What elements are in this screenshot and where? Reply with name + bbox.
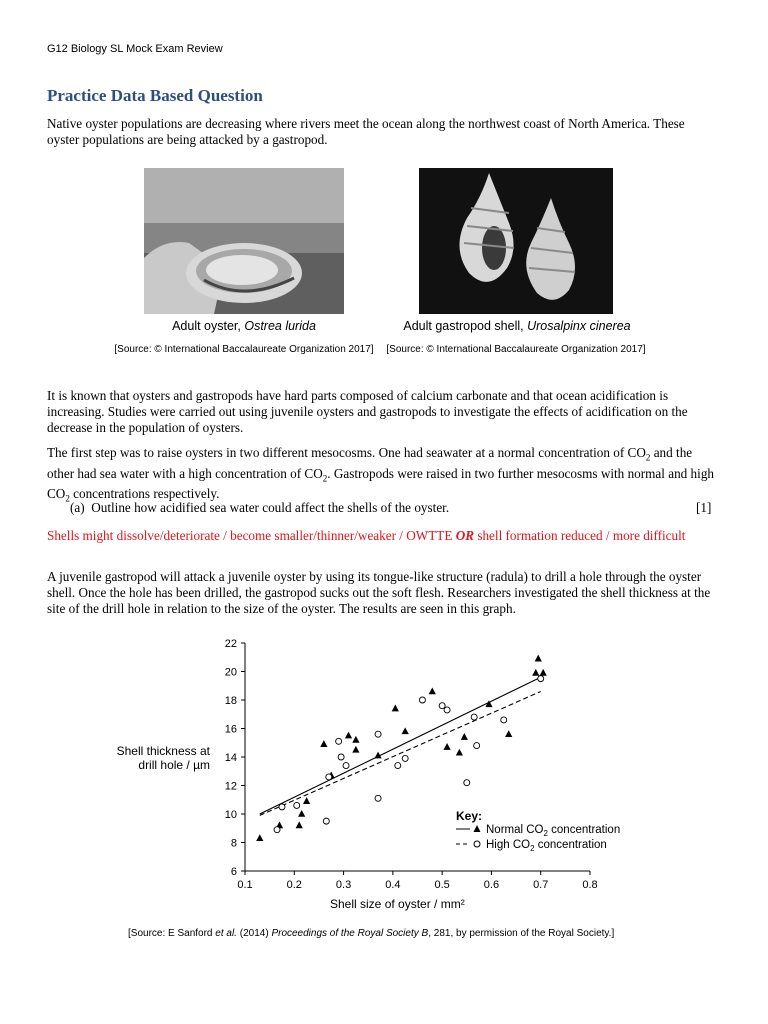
high-co2-point [474, 743, 480, 749]
normal-co2-point [429, 687, 436, 694]
page-title: Practice Data Based Question [47, 86, 263, 105]
gastropod-source: [Source: © International Baccalaureate Organization 2017] [386, 344, 646, 355]
y-tick-label: 12 [224, 780, 237, 793]
gastropod-caption: Adult gastropod shell, Urosalpinx cinerea [403, 319, 631, 333]
high-co2-point [338, 754, 344, 760]
high-co2-point [336, 738, 342, 744]
normal-co2-point [532, 669, 539, 676]
high-co2-point [294, 802, 300, 808]
oyster-caption: Adult oyster, Ostrea lurida [172, 319, 316, 333]
key-triangle-marker [474, 825, 481, 832]
x-tick-label: 0.5 [434, 879, 450, 891]
question-marks: [1] [696, 500, 712, 515]
normal-co2-point [535, 655, 542, 662]
x-tick-label: 0.6 [483, 879, 500, 891]
high-co2-point [439, 703, 445, 709]
normal-co2-point [256, 834, 263, 841]
normal-co2-point [352, 736, 359, 743]
y-tick-label: 18 [224, 695, 237, 707]
high-co2-point [464, 780, 470, 786]
key-label: High $CO_2$ concentration [486, 839, 607, 853]
high-co2-point [375, 795, 381, 801]
key-label: Normal $CO_2$ concentration [486, 824, 621, 838]
high-co2-point [501, 717, 507, 723]
normal-co2-point [298, 810, 305, 817]
x-tick-label: 0.4 [385, 879, 401, 891]
graph-source: [Source: E Sanford et al. (2014) Proceedings of the Royal Society B, 281, by permission of the Royal Society.] [128, 928, 615, 939]
x-axis-label: Shell size of oyster / mm² [330, 897, 465, 911]
y-tick-label: 16 [224, 723, 237, 736]
normal-co2-point [345, 732, 352, 739]
high-co2-point [395, 763, 401, 769]
x-tick-label: 0.2 [286, 879, 302, 891]
y-tick-label: 20 [224, 666, 237, 679]
oyster-source: [Source: © International Baccalaureate Organization 2017] [114, 344, 374, 355]
high-co2-point [279, 804, 285, 810]
normal-co2-point [540, 669, 547, 676]
high-co2-point [274, 827, 280, 833]
y-tick-label: 6 [230, 866, 237, 878]
x-tick-label: 0.1 [237, 879, 253, 891]
y-tick-label: 10 [224, 809, 237, 821]
normal-co2-point [303, 797, 310, 804]
high-co2-point [343, 763, 349, 769]
high-co2-point [471, 714, 477, 720]
normal-co2-point [505, 730, 512, 737]
normal-co2-point [296, 821, 303, 828]
x-tick-label: 0.3 [335, 879, 352, 891]
high-co2-fit-line [260, 691, 541, 815]
question-a: (a) Outline how acidified sea water could affect the shells of the oyster. [70, 500, 450, 515]
radula-paragraph: A juvenile gastropod will attack a juvenile oyster by using its tongue-like structure (radula) to drill a hole through the oyster shell. Once the hole has been drilled, the gastropod sucks out the soft flesh. Researchers investigated the shell thickness at the site of the drill hole in relation to the size of the oyster. The results are seen in this graph. [47, 569, 711, 616]
key-circle-marker [474, 841, 480, 847]
normal-co2-point [443, 743, 450, 750]
normal-co2-point [456, 749, 463, 756]
y-axis-label: Shell thickness at drill hole / µm [116, 744, 210, 772]
mesocosm-paragraph: The first step was to raise oysters in two different mesocosms. One had seawater at a normal concentration of $CO_2$ and the other had sea water with a high concentration of $CO_2$. Gastropods were raised in two further mesocosms with normal and high $CO_2$ concentrations respectively. [47, 445, 715, 504]
high-co2-point [538, 676, 544, 682]
x-tick-label: 0.7 [533, 879, 549, 891]
x-tick-label: 0.8 [582, 879, 598, 891]
normal-co2-fit-line [260, 677, 541, 814]
y-tick-label: 14 [224, 752, 237, 764]
high-co2-point [375, 731, 381, 737]
high-co2-point [326, 774, 332, 780]
document-header: G12 Biology SL Mock Exam Review [47, 43, 223, 55]
high-co2-point [323, 818, 329, 824]
normal-co2-point [461, 733, 468, 740]
y-tick-label: 8 [230, 837, 237, 850]
acidification-paragraph: It is known that oysters and gastropods have hard parts composed of calcium carbonate and that ocean acidification is increasing. Studies were carried out using juvenile oysters and gastropods to investigate the effects of acidification on the decrease in the population of oysters. [47, 388, 688, 435]
intro-paragraph: Native oyster populations are decreasing where rivers meet the ocean along the northwest coast of North America. These oyster populations are being attacked by a gastropod. [47, 116, 685, 147]
normal-co2-point [320, 740, 327, 747]
high-co2-point [444, 707, 450, 713]
key-title: Key: [456, 809, 483, 823]
normal-co2-point [392, 705, 399, 712]
normal-co2-point [402, 727, 409, 734]
y-tick-label: 22 [224, 638, 237, 650]
answer-text: Shells might dissolve/deteriorate / become smaller/thinner/weaker / OWTTE OR shell formation reduced / more difficult [47, 528, 686, 543]
normal-co2-point [352, 746, 359, 753]
high-co2-point [402, 755, 408, 761]
high-co2-point [419, 697, 425, 703]
